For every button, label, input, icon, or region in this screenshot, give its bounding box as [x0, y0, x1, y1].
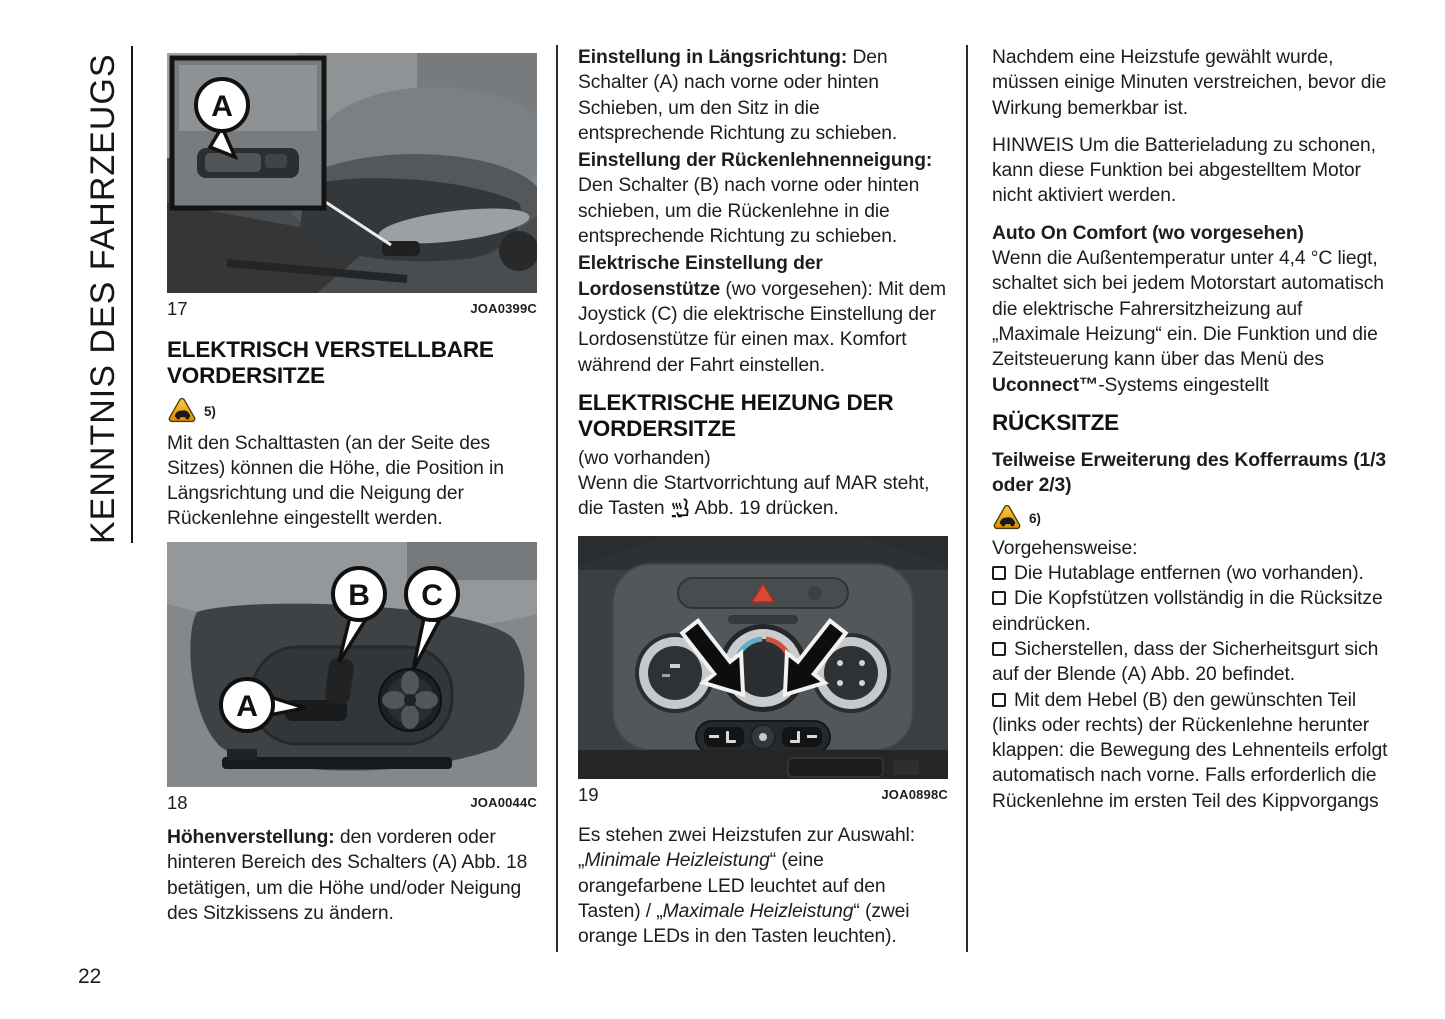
warning-note-row-2 — [992, 504, 1392, 531]
subnote-where-available: (wo vorhanden) — [578, 447, 711, 469]
lumbar-text: (wo vorgesehen): Mit dem Joystick (C) die elektrische Einstellung der Lordosenstütze für einen max. Komfort während der Fahrt einstellen. — [578, 278, 946, 376]
figure-19-code: JOA0898C — [881, 786, 948, 802]
section-heading-rear-seats: RÜCKSITZE — [992, 409, 1119, 435]
height-adjustment-text: den vorderen oder hinteren Bereich des Schalters (A) Abb. 18 betätigen, um die Höhe und/oder Neigung des Sitzkissens zu ändern. — [167, 827, 528, 924]
column-divider-right — [966, 45, 968, 952]
procedure-step — [992, 561, 1392, 586]
heating-activation-after: Abb. 19 drücken. — [694, 498, 839, 520]
procedure-step — [992, 586, 1392, 637]
car-warning-triangle-icon — [167, 397, 197, 424]
square-bullet-icon — [992, 591, 1006, 605]
chapter-sidebar-label: KENNTNIS DES FAHRZEUGS — [84, 53, 122, 544]
chapter-sidebar-rule — [131, 46, 133, 543]
figure-17 — [167, 53, 537, 321]
heat-levels-max: Maximale Heizleistung — [662, 900, 854, 922]
heat-levels-t2: “ (eine orangefarbene LED leuchtet auf den Tasten) / „ — [578, 850, 886, 922]
square-bullet-icon — [992, 642, 1006, 656]
seat-heater-buttons — [696, 721, 830, 753]
svg-text:A: A — [236, 689, 258, 723]
figure-19-photo-climate-controls — [578, 536, 948, 779]
heat-levels-t1: Es stehen zwei Heizstufen zur Auswahl: „ — [578, 825, 916, 872]
longitudinal-text: Den Schalter (A) nach vorne oder hinten Schieben, um den Sitz in die entsprechende Richtung zu schieben. — [578, 47, 898, 144]
trunk-extension-subheading: Teilweise Erweiterung des Kofferraums (1/3 oder 2/3) — [992, 449, 1387, 497]
column-2 — [578, 45, 948, 950]
height-adjustment-lead: Höhenverstellung: — [167, 827, 335, 849]
procedure-label: Vorgehensweise: — [992, 537, 1138, 559]
procedure-step — [992, 688, 1392, 814]
footnote-ref: 6) — [1029, 511, 1041, 527]
lumbar-lead: Elektrische Einstellung der Lordosenstütze — [578, 253, 823, 300]
column-3 — [992, 45, 1392, 814]
figure-17-number: 17 — [167, 298, 188, 319]
backrest-lead: Einstellung der Rückenlehnenneigung: — [578, 150, 933, 172]
paragraph-hinweis-battery: HINWEIS Um die Batterieladung zu schonen, kann diese Funktion bei abgestelltem Motor nicht aktiviert werden. — [992, 134, 1376, 207]
paragraph-lumbar — [578, 251, 948, 377]
auto-on-text-2: -Systems eingestellt — [1098, 374, 1269, 396]
figure-17-code: JOA0399C — [470, 301, 537, 316]
procedure-steps — [992, 561, 1392, 814]
square-bullet-icon — [992, 566, 1006, 580]
heat-levels-min: Minimale Heizleistung — [584, 850, 770, 872]
figure-18 — [167, 542, 537, 815]
heat-levels-t3: “ (zwei orange LEDs in den Tasten leuchten). — [578, 900, 910, 948]
figure-17-photo-seat-side-switch — [167, 53, 537, 293]
paragraph-switch-buttons: Mit den Schalttasten (an der Seite des Sitzes) können die Höhe, die Position in Längsrichtung und die Neigung der Rückenlehne eingestellt werden. — [167, 432, 504, 530]
paragraph-heat-levels — [578, 823, 948, 949]
column-1 — [167, 45, 537, 926]
backrest-text: Den Schalter (B) nach vorne oder hinten schieben, um die Rückenlehne in die entsprechende Richtung zu schieben. — [578, 175, 920, 248]
paragraph-height-adjustment — [167, 825, 537, 926]
figure-18-number: 18 — [167, 791, 188, 813]
figure-18-code: JOA0044C — [470, 794, 537, 810]
figure-19-number: 19 — [578, 783, 599, 805]
square-bullet-icon — [992, 693, 1006, 707]
paragraph-longitudinal — [578, 45, 948, 146]
figure-18-photo-seat-switches — [167, 542, 537, 787]
svg-text:C: C — [421, 578, 443, 612]
step-text: Mit dem Hebel (B) den gewünschten Teil (links oder rechts) der Rückenlehne herunter klappen: die Bewegung des Lehnenteils erfolgt automatisch nach vorne. Falls erforderlich die Rückenlehne im ersten Teil des Kippvorgangs — [992, 689, 1388, 812]
seat-heating-icon — [670, 497, 690, 518]
page-number: 22 — [78, 965, 102, 988]
footnote-ref: 5) — [204, 404, 216, 420]
column-divider-left — [556, 45, 558, 952]
figure-17-inset — [172, 58, 324, 208]
uconnect-brand: Uconnect™ — [992, 374, 1099, 396]
section-heading-seat-heating: ELEKTRISCHE HEIZUNG DER VORDERSITZE — [578, 389, 894, 441]
paragraph-auto-on-comfort — [992, 246, 1392, 398]
procedure-step — [992, 637, 1392, 688]
paragraph-heating-activation — [578, 471, 948, 522]
step-text: Die Kopfstützen vollständig in die Rücksitze eindrücken. — [992, 588, 1383, 635]
step-text: Die Hutablage entfernen (wo vorhanden). — [1014, 563, 1364, 585]
svg-text:A: A — [211, 90, 233, 123]
svg-text:B: B — [348, 578, 370, 612]
longitudinal-lead: Einstellung in Längsrichtung: — [578, 47, 848, 68]
step-text: Sicherstellen, dass der Sicherheitsgurt sich auf der Blende (A) Abb. 20 befindet. — [992, 638, 1379, 686]
warning-note-row — [167, 397, 537, 424]
paragraph-heat-delay: Nachdem eine Heizstufe gewählt wurde, müssen einige Minuten verstreichen, bevor die Wirkung bemerkbar ist. — [992, 47, 1387, 119]
car-warning-triangle-icon — [992, 504, 1022, 531]
figure-19 — [578, 536, 948, 807]
auto-on-comfort-heading: Auto On Comfort (wo vorgesehen) — [992, 222, 1304, 244]
heating-activation-before: Wenn die Startvorrichtung auf MAR steht, die Tasten — [578, 473, 930, 520]
section-heading-front-seats: ELEKTRISCH VERSTELLBARE VORDERSITZE — [167, 337, 494, 389]
paragraph-backrest — [578, 148, 948, 249]
auto-on-text-1: Wenn die Außentemperatur unter 4,4 °C liegt, schaltet sich bei jedem Motorstart automatisch die elektrische Fahrersitzheizung auf „Maximale Heizung“ ein. Die Funktion und die Zeitsteuerung kann über das Menü des — [992, 248, 1384, 371]
